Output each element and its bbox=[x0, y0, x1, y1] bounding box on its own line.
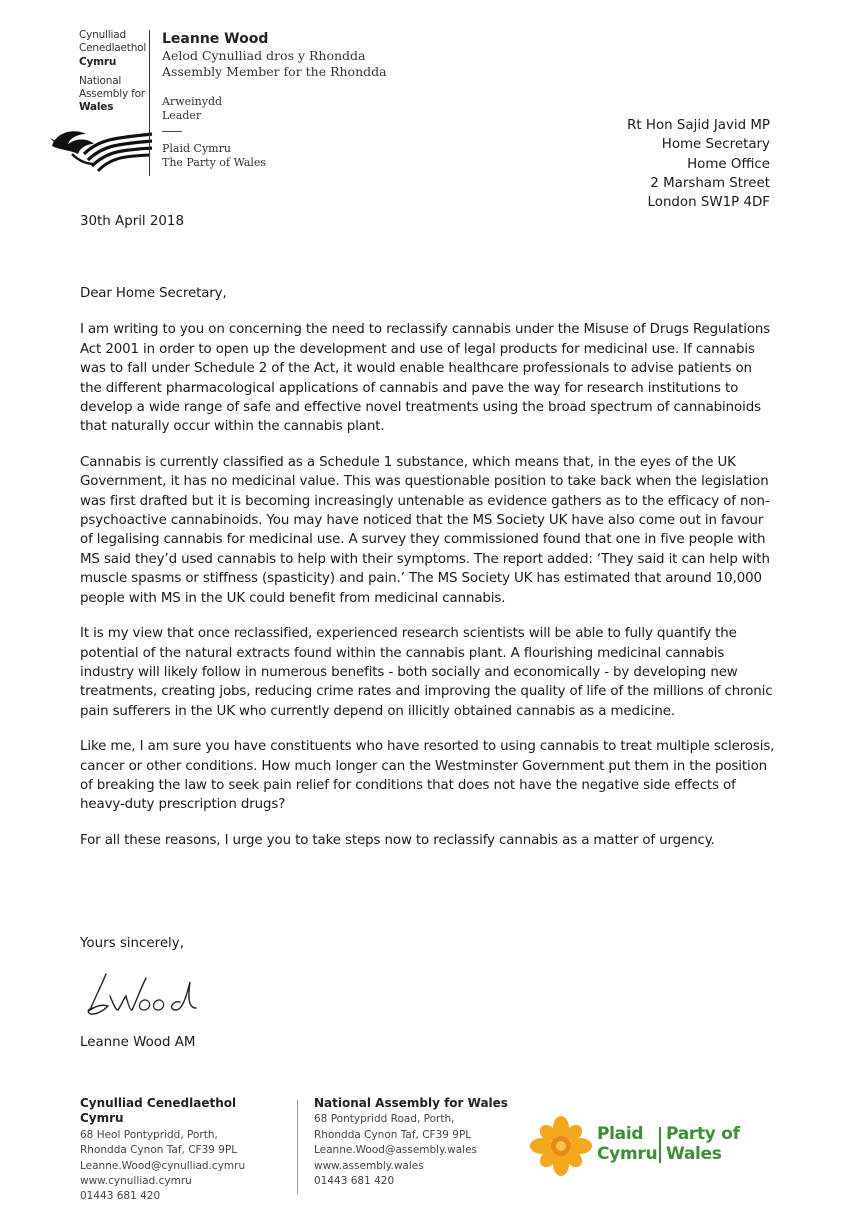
footer-phone: 01443 681 420 bbox=[80, 1190, 161, 1203]
body-paragraph: Cannabis is currently classified as a Schedule 1 substance, which means that, in the eyes of the UK Government, it has no medicinal value. This was questionable position to take back when the legislation was first drafted but it is becoming increasingly untenable as evidence gathers as to the efficacy of non-psychoactive cannabinoids. You may have noticed that the MS Society UK have also come out in favour of legalising cannabis for medicinal use. A survey they commissioned found that one in five people with MS said they’d used cannabis to help with their symptoms. The report added: ‘They said it can help with muscle spasms or stiffness (spasticity) and pain.’ The MS Society UK has estimated that around 10,000 people with MS in the UK could benefit from medicinal cannabis. bbox=[80, 454, 770, 606]
footer-email[interactable]: Leanne.Wood@assembly.wales bbox=[314, 1144, 478, 1157]
recipient-address bbox=[520, 116, 770, 212]
letterhead-dash bbox=[162, 131, 182, 132]
footer-welsh-address bbox=[80, 1096, 280, 1205]
letterhead-divider bbox=[149, 30, 150, 176]
assembly-line: Cynulliad bbox=[79, 29, 126, 41]
party-logo-welsh bbox=[597, 1124, 657, 1164]
party-logo-word: Cymru bbox=[597, 1144, 658, 1164]
assembly-line: Wales bbox=[79, 101, 114, 114]
handwritten-signature bbox=[84, 966, 209, 1022]
recipient-line: 2 Marsham Street bbox=[650, 175, 770, 191]
footer-divider bbox=[297, 1100, 298, 1194]
footer-welsh-title: Cynulliad Cenedlaethol Cymru bbox=[80, 1096, 237, 1126]
letter-date: 30th April 2018 bbox=[80, 214, 184, 229]
party-english: The Party of Wales bbox=[162, 155, 267, 169]
assembly-dragon-logo-icon bbox=[48, 124, 154, 174]
assembly-line: Cenedlaethol bbox=[79, 42, 147, 55]
party-logo-word: Wales bbox=[666, 1144, 722, 1164]
footer-line: Rhondda Cynon Taf, CF39 9PL bbox=[80, 1144, 238, 1157]
assembly-wordmark bbox=[79, 29, 154, 115]
body-paragraph: I am writing to you on concerning the need to reclassify cannabis under the Misuse of Drugs Regulations Act 2001 in order to open up the development and use of legal products for medicinal use. If cannabis was to fall under Schedule 2 of the Act, it would enable healthcare professionals to advise patients on the different pharmacological applications of cannabis and pave the way for research institutions to develop a wide range of safe and effective novel treatments using the broad spectrum of cannabinoids that naturally occur within the cannabis plant. bbox=[80, 322, 771, 435]
footer-website[interactable]: www.assembly.wales bbox=[314, 1159, 424, 1172]
assembly-line: National bbox=[79, 74, 122, 87]
footer-english-address bbox=[314, 1096, 514, 1189]
footer-line: 68 Heol Pontypridd, Porth, bbox=[80, 1128, 218, 1141]
footer-line: 68 Pontypridd Road, Porth, bbox=[314, 1113, 455, 1126]
recipient-line: Home Office bbox=[687, 156, 770, 172]
body-paragraph: It is my view that once reclassified, experienced research scientists will be able to fully quantify the potential of the natural extracts found within the cannabis plant. A flourishing medicinal cannabis industry will likely follow in numerous benefits - both socially and economically - by developing new treatments, creating jobs, reducing crime rates and improving the quality of life of the millions of chronic pain sufferers in the UK who currently depend on illicitly obtained cannabis as a medicine. bbox=[80, 626, 773, 719]
footer-english-title: National Assembly for Wales bbox=[314, 1096, 508, 1110]
body-paragraph: For all these reasons, I urge you to take steps now to reclassify cannabis as a matter of urgency. bbox=[80, 832, 715, 848]
recipient-line: Rt Hon Sajid Javid MP bbox=[627, 118, 770, 133]
leader-english: Leader bbox=[162, 109, 202, 123]
body-paragraph: Like me, I am sure you have constituents who have resorted to using cannabis to treat multiple sclerosis, cancer or other conditions. How much longer can the Westminster Government put them in the position of breaking the law to seek pain relief for conditions that does not have the negative side effects of heavy-duty prescription drugs? bbox=[80, 739, 775, 813]
daffodil-logo-icon bbox=[530, 1116, 592, 1176]
letter-body bbox=[80, 284, 777, 866]
signatory-name: Leanne Wood AM bbox=[80, 1035, 196, 1050]
member-role-welsh: Aelod Cynulliad dros y Rhondda bbox=[162, 48, 366, 63]
footer-website[interactable]: www.cynulliad.cymru bbox=[80, 1175, 192, 1188]
assembly-line: Cymru bbox=[79, 55, 117, 68]
leader-welsh: Arweinydd bbox=[162, 95, 223, 108]
salutation: Dear Home Secretary, bbox=[80, 286, 227, 301]
party-logo-word: Party of bbox=[666, 1124, 740, 1144]
party-welsh: Plaid Cymru bbox=[162, 141, 231, 155]
member-name: Leanne Wood bbox=[162, 31, 269, 47]
assembly-line: Assembly for bbox=[79, 88, 145, 101]
letterhead-member-block bbox=[162, 31, 442, 170]
party-logo-word: Plaid bbox=[597, 1124, 644, 1144]
recipient-line: London SW1P 4DF bbox=[647, 195, 770, 211]
closing: Yours sincerely, bbox=[80, 936, 184, 951]
footer-email[interactable]: Leanne.Wood@cynulliad.cymru bbox=[80, 1159, 246, 1172]
member-role-english: Assembly Member for the Rhondda bbox=[162, 64, 387, 79]
footer-phone: 01443 681 420 bbox=[314, 1175, 395, 1188]
party-logo-divider bbox=[659, 1127, 661, 1163]
recipient-line: Home Secretary bbox=[661, 137, 770, 153]
footer-line: Rhondda Cynon Taf, CF39 9PL bbox=[314, 1128, 472, 1141]
party-logo-english bbox=[666, 1124, 740, 1164]
